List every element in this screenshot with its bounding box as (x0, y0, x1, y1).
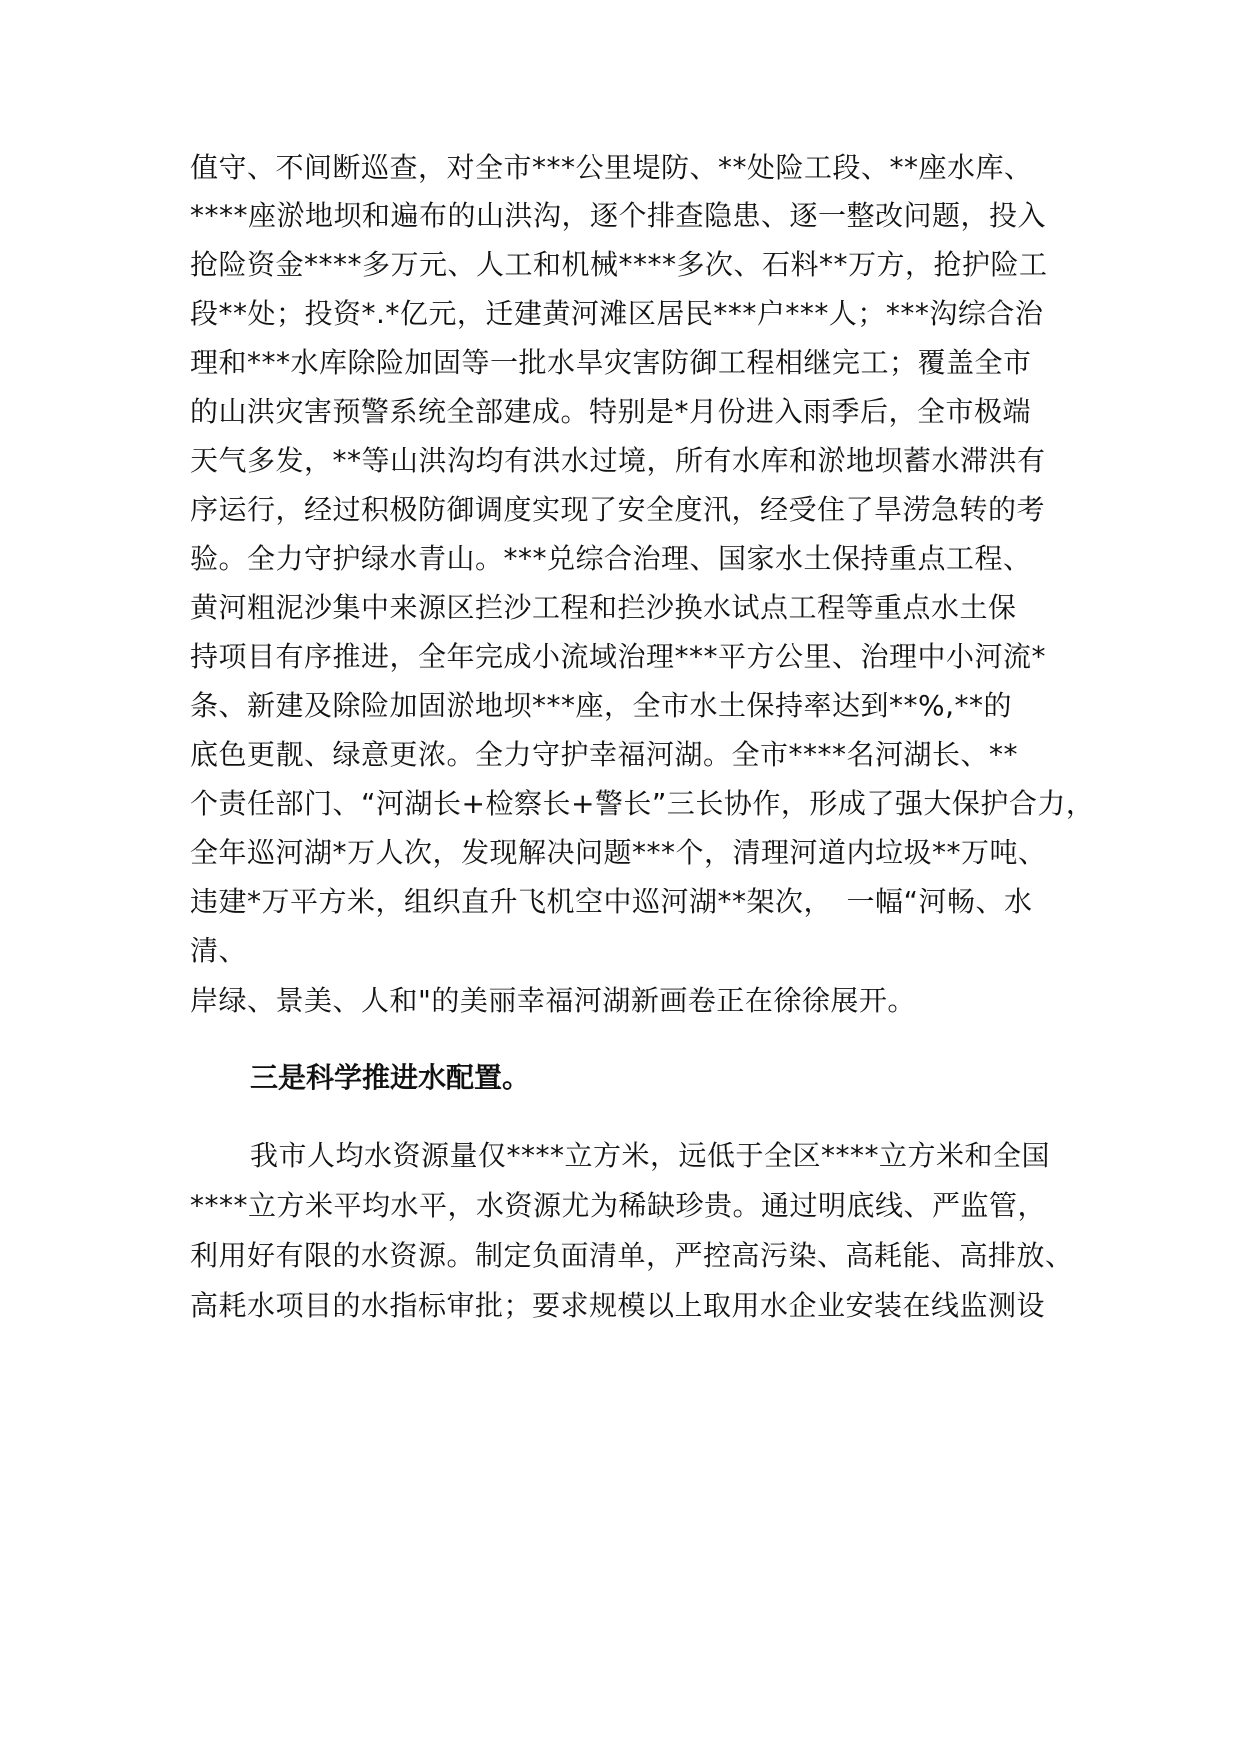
body-line-8: 序运行，经过积极防御调度实现了安全度汛，经受住了旱涝急转的考 (190, 493, 1046, 526)
body-line-10: 黄河粗泥沙集中来源区拦沙工程和拦沙换水试点工程等重点水土保 (190, 591, 1017, 624)
para2-line-2: ****立方米平均水平，水资源尤为稀缺珍贵。通过明底线、严监管， (190, 1189, 1047, 1222)
body-line-13: 底色更靓、绿意更浓。全力守护幸福河湖。全市****名河湖长、** (190, 738, 1019, 771)
body-line-11: 持项目有序推进，全年完成小流域治理***平方公里、治理中小河流* (190, 640, 1047, 673)
body-line-5: 理和***水库除险加固等一批水旱灾害防御工程相继完工；覆盖全市 (190, 346, 1032, 379)
body-line-3: 抢险资金****多万元、人工和机械****多次、石料**万方，抢护险工 (190, 248, 1048, 281)
body-line-17: 清、 (190, 934, 248, 967)
body-line-4: 段**处；投资*.*亿元，迁建黄河滩区居民***户***人；***沟综合治 (190, 297, 1044, 330)
para2-line-3: 利用好有限的水资源。制定负面清单，严控高污染、高耗能、高排放、 (190, 1239, 1074, 1272)
para2-line-1: 我市人均水资源量仅****立方米，远低于全区****立方米和全国 (250, 1139, 1051, 1172)
body-line-6: 的山洪灾害预警系统全部建成。特别是*月份进入雨季后，全市极端 (190, 395, 1032, 428)
para2-line-4: 高耗水项目的水指标审批；要求规模以上取用水企业安装在线监测设 (190, 1289, 1046, 1322)
body-line-18: 岸绿、景美、人和"的美丽幸福河湖新画卷正在徐徐展开。 (190, 984, 916, 1017)
body-line-9: 验。全力守护绿水青山。***兑综合治理、国家水土保持重点工程、 (190, 542, 1032, 575)
body-line-12: 条、新建及除险加固淤地坝***座，全市水土保持率达到**%,**的 (190, 689, 1013, 722)
body-line-7: 天气多发，**等山洪沟均有洪水过境，所有水库和淤地坝蓄水滞洪有 (190, 444, 1046, 477)
section-heading: 三是科学推进水配置。 (250, 1061, 531, 1094)
body-line-16: 违建*万平方米，组织直升飞机空中巡河湖**架次， 一幅“河畅、水 (190, 885, 1033, 918)
body-line-15: 全年巡河湖*万人次，发现解决问题***个，清理河道内垃圾**万吨、 (190, 836, 1047, 869)
body-line-1: 值守、不间断巡查，对全市***公里堤防、**处险工段、**座水库、 (190, 151, 1033, 184)
body-line-2: ****座淤地坝和遍布的山洪沟，逐个排查隐患、逐一整改问题，投入 (190, 199, 1047, 232)
body-line-14: 个责任部门、“河湖长+检察长+警长”三长协作，形成了强大保护合力， (190, 787, 1095, 820)
